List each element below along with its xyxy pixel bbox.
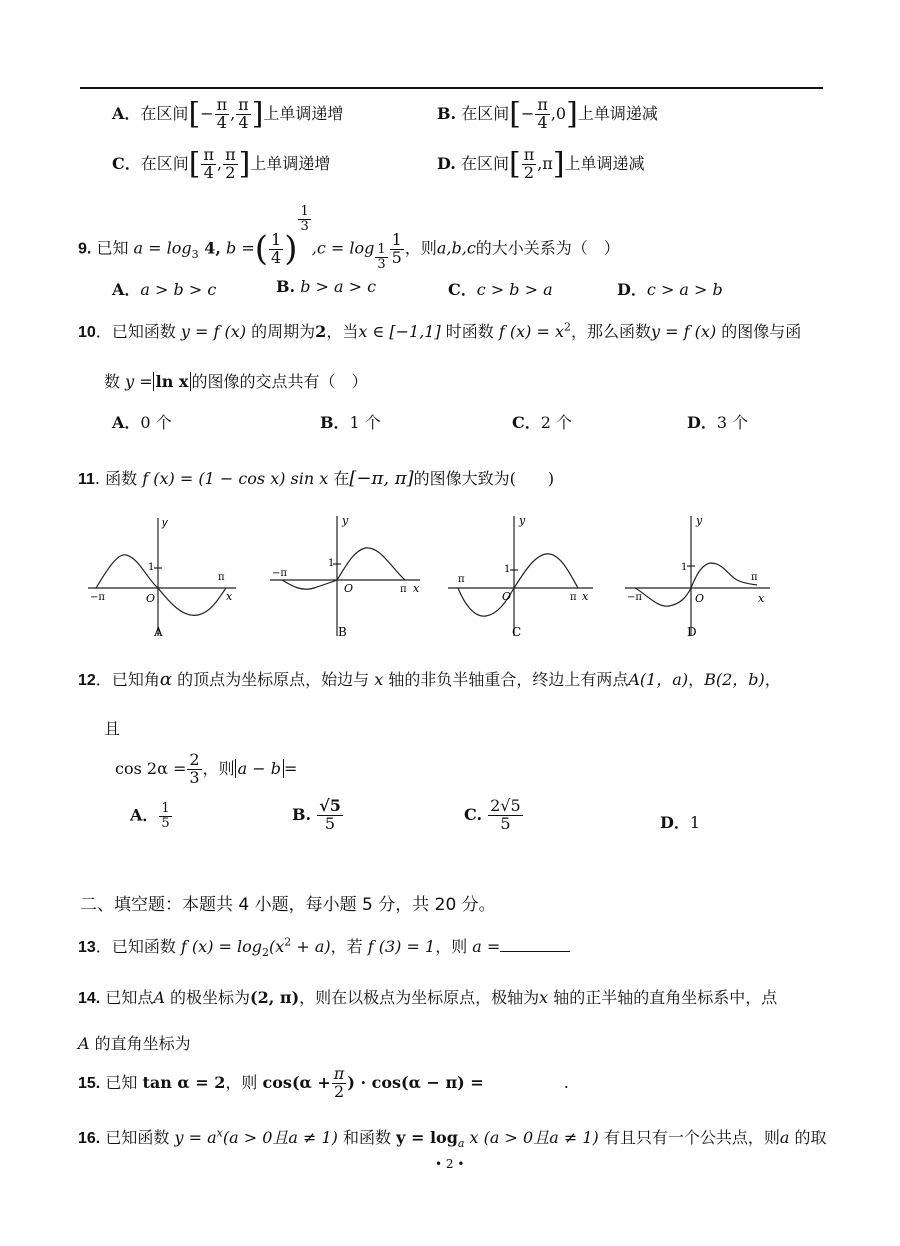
graph-c-origin: O (502, 590, 512, 603)
section-2-title: 二、填空题：本题共 4 小题，每小题 5 分，共 20 分。 (80, 895, 496, 915)
q12-stem-line2: 且 (104, 719, 121, 738)
graph-b-one: 1 (328, 558, 335, 569)
graph-a-y-label: y (162, 517, 168, 529)
graph-b-pi: π (400, 584, 407, 595)
graph-d-x-label: x (758, 592, 765, 605)
q10-stem-line1: 10．已知函数 y = f (x) 的周期为2，当x ∈ [−1,1] 时函数 f $(x) = x^2$，那么函数y = f (x) 的图像与函 (78, 320, 802, 341)
q13-stem: 13．已知函数 f $(x) = \log_2(x^2 + a)$，若 f (3) = 1，则 a = (78, 934, 570, 959)
q10-option-c: C．2 个 (512, 413, 573, 432)
q9-stem: 9. 已知 $a = \log_3 4$, b =( $\frac{1}{4}$ ) $\frac{1}{3}$ ,c = log $\frac{1}{3}$ $\frac{1}{5}$ ，则a,b,c的大小关系为（ ） (78, 204, 620, 272)
graph-b-caption: B (338, 625, 347, 639)
q10-option-d: D．3 个 (687, 413, 749, 432)
q9-option-d: D．c > a > b (617, 280, 723, 299)
q12-option-a: A． $\frac{1}{5}$ (130, 801, 170, 831)
q13-answer-blank[interactable] (500, 937, 570, 952)
graph-c-caption: C (512, 625, 522, 639)
graph-c-x-label: x (582, 590, 589, 603)
graph-c-y-label: y (519, 514, 526, 527)
graph-c-negpi: π (458, 574, 465, 585)
graph-a-one: 1 (148, 562, 155, 573)
graph-a-curve (96, 555, 226, 616)
graph-c-curve (458, 554, 578, 616)
q8-option-d: D. 在区间[ $\frac{\pi}{2}$ ,π]上单调递减 (437, 145, 645, 182)
header-rule (80, 87, 823, 89)
graph-d-caption: D (687, 625, 697, 639)
q10-option-b: B．1 个 (320, 413, 381, 432)
graph-d-origin: O (695, 592, 705, 605)
q9-option-a: A．a > b > c (112, 280, 217, 299)
q9-option-c: C．c > b > a (448, 280, 553, 299)
q10-option-a: A．0 个 (112, 413, 172, 432)
graph-b-y-label: y (342, 514, 349, 527)
q14-stem-line2: A 的直角坐标为 (78, 1034, 191, 1053)
graph-a (88, 508, 238, 643)
q10-stem-line2: 数 y = ln x 的图像的交点共有（ ） (104, 372, 368, 391)
q11-stem: 11. 函数 f (x) = (1 − cos x) sin x 在[−π, π]的图像大致为( ) (78, 468, 555, 489)
q12-option-b: B. $\frac{√5}{5}$ (292, 796, 341, 833)
q9-option-b: B. b > a > c (276, 277, 377, 296)
graph-a-x-label: x (226, 590, 233, 603)
graph-d-negpi: −π (627, 592, 642, 603)
graph-b (270, 508, 425, 643)
graph-a-origin: O (146, 592, 156, 605)
q16-stem: 16. 已知函数 $y = a^x(a > 0$且a ≠ 1) 和函数 $y = \log_a x$ (a > 0且a ≠ 1) 有且只有一个公共点，则a 的取 (78, 1126, 827, 1151)
graph-a-pi: π (218, 572, 225, 583)
graph-b-origin: O (344, 582, 354, 595)
q12-condition: cos 2α = $\frac{2}{3}$ ，则 a − b = (115, 750, 298, 787)
q8-option-a: A．在区间[− $\frac{\pi}{4}$ , $\frac{\pi}{4}$ ]上单调递增 (112, 95, 344, 132)
graph-d-one: 1 (681, 562, 688, 573)
graph-d (625, 508, 775, 643)
graph-c-pi: π (570, 592, 577, 603)
graph-a-caption: A (154, 625, 163, 639)
q12-option-c: C. $\frac{2√5}{5}$ (464, 796, 521, 833)
graph-b-x-label: x (413, 582, 420, 595)
q12-option-d: D．1 (660, 813, 701, 832)
q8-option-c: C．在区间[ $\frac{\pi}{4}$ , $\frac{\pi}{2}$ ]上单调递增 (112, 145, 331, 182)
q8-option-b: B. 在区间[− $\frac{\pi}{4}$ ,0]上单调递减 (437, 95, 658, 132)
graph-c-one: 1 (504, 564, 511, 575)
q12-stem-line1: 12．已知角α 的顶点为坐标原点，始边与 x 轴的非负半轴重合，终边上有两点A(1，a)，B(2，b)， (78, 669, 781, 690)
graph-b-negpi: −π (272, 568, 287, 579)
graph-d-pi: π (751, 572, 758, 583)
graph-a-negpi: −π (90, 592, 105, 603)
q14-stem-line1: 14. 已知点A 的极坐标为(2, π)，则在以极点为坐标原点，极轴为x 轴的正半轴的直角坐标系中，点 (78, 988, 778, 1007)
page-number: • 2 • (435, 1157, 465, 1171)
graph-c (448, 508, 598, 643)
graph-d-y-label: y (696, 514, 703, 527)
q15-stem: 15. 已知 tan α = 2，则 cos(α + $\frac{\pi}{2}$ ) · cos(α − π) = . (78, 1064, 569, 1101)
